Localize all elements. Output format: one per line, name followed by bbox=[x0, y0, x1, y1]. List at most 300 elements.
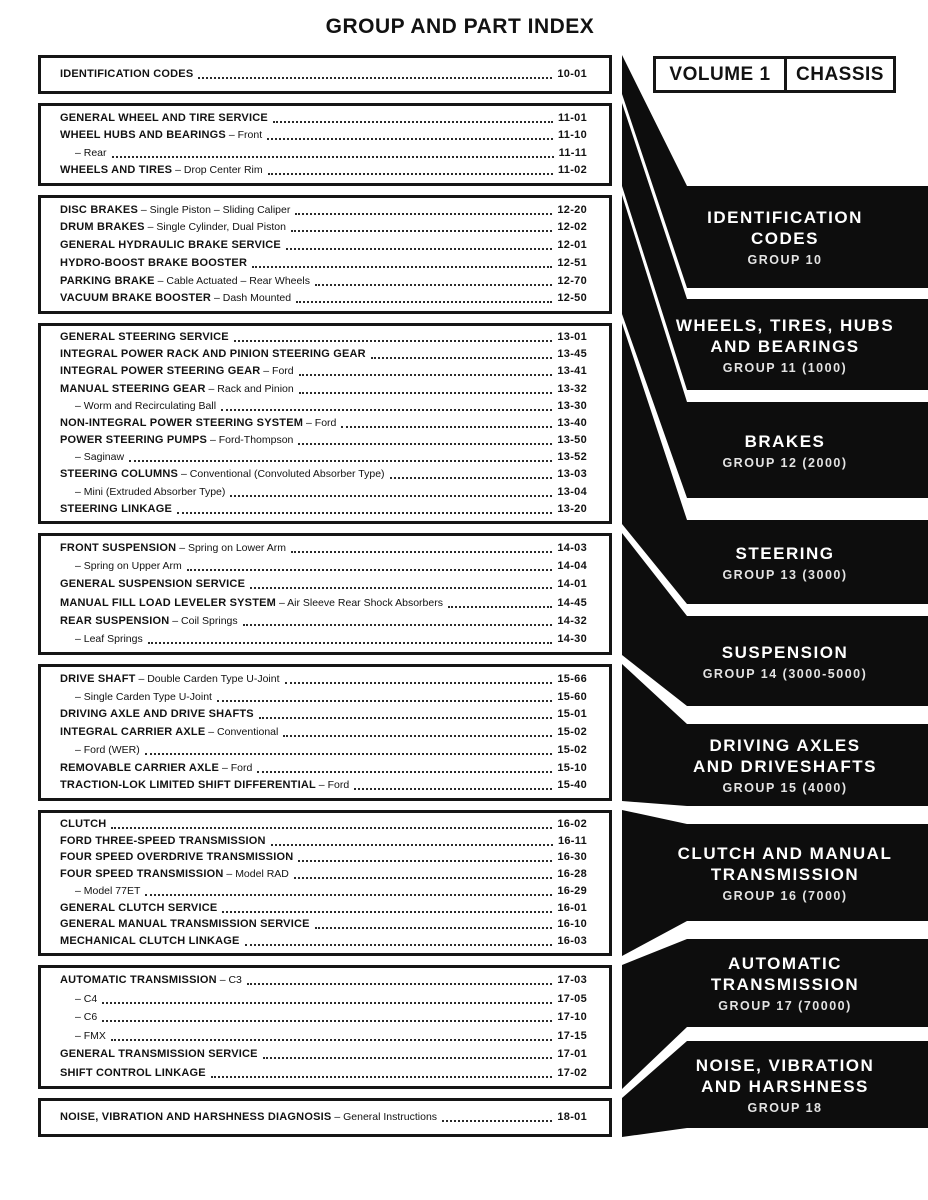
entry-title: REMOVABLE CARRIER AXLE bbox=[60, 761, 220, 774]
group-tab-title-line: STEERING bbox=[735, 543, 835, 563]
group-tab-number: GROUP 14 (3000-5000) bbox=[702, 666, 868, 681]
dot-leader bbox=[390, 477, 553, 479]
dot-leader bbox=[129, 460, 552, 462]
entry-page-number: 11-01 bbox=[557, 111, 587, 124]
dot-leader bbox=[268, 173, 553, 175]
entry-page-number: 12-50 bbox=[557, 292, 587, 305]
dot-leader bbox=[315, 927, 553, 929]
entry-label bbox=[60, 577, 245, 592]
index-entry bbox=[60, 238, 587, 253]
index-entry bbox=[60, 274, 587, 289]
entry-subtitle: – Conventional (Convoluted Absorber Type) bbox=[178, 468, 385, 481]
dot-leader bbox=[187, 569, 553, 571]
dot-leader bbox=[298, 443, 552, 445]
index-entry bbox=[60, 1029, 587, 1044]
index-entry bbox=[60, 577, 587, 592]
entry-label bbox=[60, 884, 140, 899]
dot-leader bbox=[245, 944, 553, 946]
entry-title: WHEEL HUBS AND BEARINGS bbox=[60, 129, 226, 142]
dot-leader bbox=[250, 587, 552, 589]
entry-page-number: 14-32 bbox=[557, 614, 587, 627]
group-tab-title-line: AND BEARINGS bbox=[710, 336, 860, 356]
entry-subtitle: – Double Carden Type U-Joint bbox=[135, 672, 280, 685]
entry-subtitle: – Ford bbox=[315, 779, 350, 792]
entry-page-number: 15-60 bbox=[557, 690, 587, 703]
group-tab-title-line: AUTOMATIC bbox=[728, 954, 842, 973]
entry-title: NON-INTEGRAL POWER STEERING SYSTEM bbox=[60, 416, 304, 429]
entry-label bbox=[60, 433, 293, 448]
entry-page-number: 17-05 bbox=[557, 992, 587, 1005]
entry-title: MANUAL STEERING GEAR bbox=[60, 382, 206, 395]
dot-leader bbox=[247, 983, 552, 985]
entry-title: GENERAL MANUAL TRANSMISSION SERVICE bbox=[60, 918, 310, 931]
entry-label bbox=[60, 917, 310, 932]
group-tab-number: GROUP 11 (1000) bbox=[722, 360, 848, 375]
entry-page-number: 13-20 bbox=[557, 502, 587, 515]
entry-label bbox=[60, 596, 443, 611]
index-entry bbox=[60, 834, 587, 849]
dot-leader bbox=[148, 642, 553, 644]
entry-label bbox=[60, 220, 286, 235]
entry-label bbox=[60, 850, 293, 865]
entry-label bbox=[60, 725, 278, 740]
entry-label bbox=[60, 707, 254, 722]
entry-title: FRONT SUSPENSION bbox=[60, 542, 177, 555]
dot-leader bbox=[299, 392, 553, 394]
dot-leader bbox=[198, 77, 552, 79]
chassis-label: CHASSIS bbox=[796, 63, 884, 85]
entry-label bbox=[60, 1029, 106, 1044]
entry-title: TRACTION-LOK LIMITED SHIFT DIFFERENTIAL bbox=[60, 779, 316, 792]
dot-leader bbox=[291, 551, 552, 553]
entry-page-number: 13-30 bbox=[557, 399, 587, 412]
entry-page-number: 13-41 bbox=[557, 365, 587, 378]
dot-leader bbox=[298, 860, 552, 862]
index-entry bbox=[60, 884, 587, 899]
entry-page-number: 10-01 bbox=[557, 68, 587, 80]
dot-leader bbox=[145, 753, 553, 755]
entry-title: GENERAL TRANSMISSION SERVICE bbox=[60, 1048, 258, 1061]
index-entry bbox=[60, 382, 587, 397]
index-entry bbox=[60, 128, 587, 143]
volume-label: VOLUME 1 bbox=[656, 59, 787, 90]
index-entry bbox=[60, 203, 587, 218]
dot-leader bbox=[315, 284, 552, 286]
index-entry bbox=[60, 917, 587, 932]
entry-page-number: 12-01 bbox=[557, 239, 587, 252]
group-tab-15 bbox=[650, 724, 920, 806]
group-tab-12 bbox=[650, 402, 920, 498]
entry-subtitle: – C4 bbox=[75, 992, 98, 1005]
index-entry bbox=[60, 163, 587, 178]
dot-leader bbox=[102, 1002, 552, 1004]
entry-page-number: 13-03 bbox=[557, 468, 587, 481]
dot-leader bbox=[243, 624, 553, 626]
dot-leader bbox=[177, 512, 552, 514]
dot-leader bbox=[285, 682, 553, 684]
entry-subtitle: – General Instructions bbox=[331, 1111, 438, 1123]
entry-subtitle: – Ford-Thompson bbox=[207, 434, 294, 447]
dot-leader bbox=[286, 248, 552, 250]
index-entry bbox=[60, 992, 587, 1007]
index-entry bbox=[60, 867, 587, 882]
dot-leader bbox=[371, 357, 553, 359]
entry-label bbox=[60, 203, 290, 218]
group-tab-number: GROUP 16 (7000) bbox=[722, 888, 848, 903]
dot-leader bbox=[299, 374, 553, 376]
entry-subtitle: – Mini (Extruded Absorber Type) bbox=[75, 485, 226, 498]
entry-page-number: 11-11 bbox=[558, 146, 587, 159]
dot-leader bbox=[230, 495, 552, 497]
group-tab-number: GROUP 13 (3000) bbox=[722, 567, 848, 582]
entry-page-number: 13-45 bbox=[557, 348, 587, 361]
dot-leader bbox=[259, 717, 553, 719]
dot-leader bbox=[145, 894, 552, 896]
entry-page-number: 14-30 bbox=[557, 632, 587, 645]
dot-leader bbox=[442, 1120, 552, 1122]
entry-title: PARKING BRAKE bbox=[60, 274, 155, 287]
entry-title: SHIFT CONTROL LINKAGE bbox=[60, 1066, 206, 1079]
entry-page-number: 16-10 bbox=[557, 918, 587, 931]
entry-subtitle: – Conventional bbox=[205, 726, 279, 738]
entry-label bbox=[60, 291, 291, 306]
entry-label bbox=[60, 256, 247, 271]
entry-title: FORD THREE-SPEED TRANSMISSION bbox=[60, 834, 266, 847]
entry-page-number: 15-02 bbox=[557, 726, 587, 738]
entry-subtitle: – Model 77ET bbox=[75, 884, 141, 897]
entry-subtitle: – FMX bbox=[75, 1029, 106, 1042]
entry-page-number: 18-01 bbox=[557, 1111, 587, 1123]
entry-label bbox=[60, 146, 107, 161]
index-entry bbox=[60, 146, 587, 161]
entry-label bbox=[60, 743, 140, 758]
entry-subtitle: – Spring on Upper Arm bbox=[75, 560, 182, 573]
index-entry bbox=[60, 743, 587, 758]
entry-title: FOUR SPEED TRANSMISSION bbox=[60, 868, 224, 881]
group-tab-10 bbox=[650, 186, 920, 288]
dot-leader bbox=[341, 426, 552, 428]
entry-title: HYDRO-BOOST BRAKE BOOSTER bbox=[60, 256, 248, 269]
entry-label bbox=[60, 274, 310, 289]
entry-label bbox=[60, 467, 385, 482]
dot-leader bbox=[294, 877, 552, 879]
group-tab-title-line: BRAKES bbox=[744, 431, 826, 451]
entry-subtitle: – Ford bbox=[303, 416, 337, 429]
index-box-18 bbox=[38, 1098, 612, 1137]
entry-page-number: 17-02 bbox=[557, 1066, 587, 1079]
entry-subtitle: – Coil Springs bbox=[169, 614, 238, 627]
entry-page-number: 15-01 bbox=[557, 708, 587, 721]
group-tab-number: GROUP 10 bbox=[747, 253, 823, 267]
dot-leader bbox=[354, 788, 552, 790]
index-entry bbox=[60, 690, 587, 705]
dot-leader bbox=[257, 771, 552, 773]
entry-page-number: 13-32 bbox=[557, 382, 587, 395]
index-entry bbox=[60, 632, 587, 647]
index-entry bbox=[60, 467, 587, 482]
entry-title: GENERAL SUSPENSION SERVICE bbox=[60, 578, 246, 591]
group-tab-number: GROUP 18 bbox=[747, 1100, 823, 1115]
index-entry bbox=[60, 541, 587, 556]
entry-subtitle: – Ford (WER) bbox=[75, 743, 140, 756]
entry-title: MECHANICAL CLUTCH LINKAGE bbox=[60, 935, 240, 948]
group-tab-18 bbox=[650, 1041, 920, 1128]
dot-leader bbox=[111, 827, 552, 829]
entry-page-number: 11-02 bbox=[557, 164, 587, 177]
entry-title: INTEGRAL POWER STEERING GEAR bbox=[60, 365, 261, 378]
index-entry bbox=[60, 1010, 587, 1025]
entry-label bbox=[60, 867, 289, 882]
entry-title: NOISE, VIBRATION AND HARSHNESS DIAGNOSIS bbox=[60, 1111, 332, 1123]
group-tab-title-line: TRANSMISSION bbox=[710, 975, 860, 994]
index-box-13 bbox=[38, 323, 612, 524]
entry-title: VACUUM BRAKE BOOSTER bbox=[60, 292, 212, 305]
entry-title: AUTOMATIC TRANSMISSION bbox=[60, 974, 217, 987]
group-tab-title-line: WHEELS, TIRES, HUBS bbox=[675, 315, 895, 335]
entry-label bbox=[60, 690, 212, 705]
index-box-11 bbox=[38, 103, 612, 186]
entry-page-number: 16-03 bbox=[557, 935, 587, 948]
entry-title: DRIVE SHAFT bbox=[60, 672, 136, 685]
index-entry bbox=[60, 220, 587, 235]
group-tab-title-line: CLUTCH AND MANUAL bbox=[677, 843, 893, 863]
dot-leader bbox=[295, 213, 552, 215]
dot-leader bbox=[273, 121, 553, 123]
index-entry bbox=[60, 850, 587, 865]
entry-label bbox=[60, 364, 294, 379]
index-entry bbox=[60, 761, 587, 776]
entry-label bbox=[60, 761, 252, 776]
entry-title: GENERAL CLUTCH SERVICE bbox=[60, 901, 218, 914]
entry-page-number: 12-20 bbox=[557, 203, 587, 216]
entry-title: GENERAL HYDRAULIC BRAKE SERVICE bbox=[60, 239, 281, 252]
entry-label bbox=[60, 559, 182, 574]
index-box-12 bbox=[38, 195, 612, 314]
index-entry bbox=[60, 450, 587, 465]
index-entry bbox=[60, 934, 587, 949]
dot-leader bbox=[267, 138, 553, 140]
entry-page-number: 14-01 bbox=[557, 578, 587, 591]
entry-label bbox=[60, 614, 238, 629]
index-entry bbox=[60, 778, 587, 793]
entry-subtitle: – Air Sleeve Rear Shock Absorbers bbox=[276, 596, 443, 609]
entry-title: DRUM BRAKES bbox=[60, 221, 145, 234]
entry-page-number: 17-15 bbox=[557, 1029, 587, 1042]
dot-leader bbox=[296, 301, 552, 303]
group-tab-title-line: CODES bbox=[751, 229, 819, 248]
index-entry bbox=[60, 330, 587, 345]
entry-subtitle: – Saginaw bbox=[75, 451, 125, 464]
group-tab-title-line: DRIVING AXLES bbox=[709, 736, 861, 755]
entry-page-number: 17-10 bbox=[557, 1011, 587, 1024]
entry-label bbox=[60, 67, 193, 82]
entry-page-number: 13-01 bbox=[557, 331, 587, 344]
entry-title: IDENTIFICATION CODES bbox=[60, 68, 194, 80]
dot-leader bbox=[221, 409, 552, 411]
group-tab-title-line: NOISE, VIBRATION bbox=[695, 1055, 875, 1075]
index-entry bbox=[60, 614, 587, 629]
index-entry bbox=[60, 725, 587, 740]
index-box-14 bbox=[38, 533, 612, 655]
entry-page-number: 13-04 bbox=[557, 485, 587, 498]
dot-leader bbox=[283, 735, 552, 737]
group-tab-title-line: TRANSMISSION bbox=[710, 864, 860, 884]
dot-leader bbox=[102, 1020, 552, 1022]
entry-subtitle: – Single Cylinder, Dual Piston bbox=[144, 221, 286, 234]
entry-subtitle: – Rear bbox=[75, 146, 107, 159]
entry-label bbox=[60, 817, 106, 832]
entry-title: WHEELS AND TIRES bbox=[60, 164, 173, 177]
dot-leader bbox=[263, 1057, 553, 1059]
dot-leader bbox=[112, 156, 554, 158]
entry-title: INTEGRAL POWER RACK AND PINION STEERING GEAR bbox=[60, 348, 366, 361]
entry-subtitle: – Single Carden Type U-Joint bbox=[75, 690, 212, 703]
entry-page-number: 15-02 bbox=[557, 743, 587, 756]
dot-leader bbox=[291, 230, 552, 232]
index-entry bbox=[60, 559, 587, 574]
group-tab-14 bbox=[650, 616, 920, 706]
entry-page-number: 14-45 bbox=[557, 596, 587, 609]
volume-header-box bbox=[653, 56, 896, 93]
entry-title: STEERING COLUMNS bbox=[60, 468, 179, 481]
index-entry bbox=[60, 1066, 587, 1081]
entry-page-number: 17-03 bbox=[557, 974, 587, 987]
entry-subtitle: – C3 bbox=[216, 974, 242, 987]
entry-title: POWER STEERING PUMPS bbox=[60, 434, 208, 447]
index-entry bbox=[60, 256, 587, 271]
index-entry bbox=[60, 399, 587, 414]
entry-label bbox=[60, 1110, 437, 1125]
entry-page-number: 12-51 bbox=[557, 256, 587, 269]
index-entry bbox=[60, 672, 587, 687]
entry-subtitle: – Rack and Pinion bbox=[205, 382, 294, 395]
entry-label bbox=[60, 238, 281, 253]
entry-label bbox=[60, 934, 240, 949]
index-entry bbox=[60, 347, 587, 362]
index-box-10 bbox=[38, 55, 612, 94]
entry-label bbox=[60, 541, 286, 556]
index-box-15 bbox=[38, 664, 612, 801]
index-entry bbox=[60, 416, 587, 431]
entry-page-number: 16-30 bbox=[557, 851, 587, 864]
entry-page-number: 17-01 bbox=[557, 1048, 587, 1061]
entry-label bbox=[60, 450, 124, 465]
index-entry bbox=[60, 707, 587, 722]
entry-title: GENERAL WHEEL AND TIRE SERVICE bbox=[60, 111, 268, 124]
group-tab-title-line: AND DRIVESHAFTS bbox=[692, 757, 877, 776]
entry-title: INTEGRAL CARRIER AXLE bbox=[60, 726, 206, 738]
entry-label bbox=[60, 382, 294, 397]
group-tab-title-line: AND HARSHNESS bbox=[701, 1076, 869, 1096]
entry-title: GENERAL STEERING SERVICE bbox=[60, 331, 229, 344]
entry-title: FOUR SPEED OVERDRIVE TRANSMISSION bbox=[60, 851, 294, 864]
entry-label bbox=[60, 778, 349, 793]
page-title: GROUP AND PART INDEX bbox=[325, 15, 595, 38]
entry-page-number: 11-10 bbox=[557, 129, 587, 142]
entry-title: MANUAL FILL LOAD LEVELER SYSTEM bbox=[60, 596, 277, 609]
entry-label bbox=[60, 399, 216, 414]
index-box-16 bbox=[38, 810, 612, 956]
dot-leader bbox=[252, 266, 552, 268]
entry-label bbox=[60, 834, 266, 849]
index-entry bbox=[60, 973, 587, 988]
entry-page-number: 13-40 bbox=[557, 416, 587, 429]
entry-label bbox=[60, 347, 366, 362]
index-entry bbox=[60, 596, 587, 611]
entry-page-number: 16-01 bbox=[557, 901, 587, 914]
entry-subtitle: – Dash Mounted bbox=[211, 292, 292, 305]
entry-subtitle: – Spring on Lower Arm bbox=[176, 542, 287, 555]
dot-leader bbox=[111, 1039, 552, 1041]
index-entry bbox=[60, 1047, 587, 1062]
entry-label bbox=[60, 111, 268, 126]
entry-page-number: 15-66 bbox=[557, 672, 587, 685]
index-entry bbox=[60, 111, 587, 126]
entry-page-number: 12-70 bbox=[557, 274, 587, 287]
entry-label bbox=[60, 1047, 258, 1062]
entry-subtitle: – Worm and Recirculating Ball bbox=[75, 399, 217, 412]
index-box-17 bbox=[38, 965, 612, 1089]
entry-label bbox=[60, 485, 225, 500]
dot-leader bbox=[448, 606, 552, 608]
entry-subtitle: – Leaf Springs bbox=[75, 632, 143, 645]
entry-title: REAR SUSPENSION bbox=[60, 614, 170, 627]
entry-label bbox=[60, 632, 143, 647]
entry-page-number: 16-11 bbox=[557, 834, 587, 847]
group-tab-16 bbox=[650, 824, 920, 921]
entry-page-number: 14-04 bbox=[557, 560, 587, 573]
index-entry bbox=[60, 485, 587, 500]
dot-leader bbox=[217, 700, 552, 702]
entry-subtitle: – Cable Actuated – Rear Wheels bbox=[154, 274, 310, 287]
entry-title: CLUTCH bbox=[60, 817, 107, 830]
index-entry bbox=[60, 901, 587, 916]
index-entry bbox=[60, 364, 587, 379]
entry-label bbox=[60, 1010, 97, 1025]
entry-page-number: 15-40 bbox=[557, 779, 587, 792]
index-entry bbox=[60, 291, 587, 306]
group-tab-13 bbox=[650, 520, 920, 604]
group-tab-number: GROUP 12 (2000) bbox=[722, 455, 848, 470]
entry-title: DRIVING AXLE AND DRIVE SHAFTS bbox=[60, 708, 254, 721]
entry-label bbox=[60, 330, 229, 345]
group-tab-title-line: IDENTIFICATION bbox=[707, 208, 863, 227]
index-entry bbox=[60, 67, 587, 82]
group-tab-17 bbox=[650, 939, 920, 1027]
entry-subtitle: – Ford bbox=[260, 365, 294, 378]
entry-subtitle: – Single Piston – Sliding Caliper bbox=[138, 203, 291, 216]
entry-page-number: 16-02 bbox=[557, 817, 587, 830]
entry-subtitle: – Model RAD bbox=[223, 868, 289, 881]
index-entry bbox=[60, 502, 587, 517]
index-entry bbox=[60, 817, 587, 832]
index-entry bbox=[60, 1110, 587, 1125]
dot-leader bbox=[234, 340, 553, 342]
entry-label bbox=[60, 672, 280, 687]
group-tab-11 bbox=[650, 299, 920, 390]
entry-page-number: 13-50 bbox=[557, 434, 587, 447]
entry-label bbox=[60, 416, 336, 431]
entry-subtitle: – Ford bbox=[219, 761, 253, 774]
group-tab-title-line: SUSPENSION bbox=[721, 642, 849, 662]
entry-title: STEERING LINKAGE bbox=[60, 502, 172, 515]
index-entry bbox=[60, 433, 587, 448]
entry-label bbox=[60, 163, 263, 178]
entry-label bbox=[60, 128, 262, 143]
entry-page-number: 16-28 bbox=[557, 868, 587, 881]
dot-leader bbox=[271, 844, 553, 846]
entry-page-number: 15-10 bbox=[557, 761, 587, 774]
